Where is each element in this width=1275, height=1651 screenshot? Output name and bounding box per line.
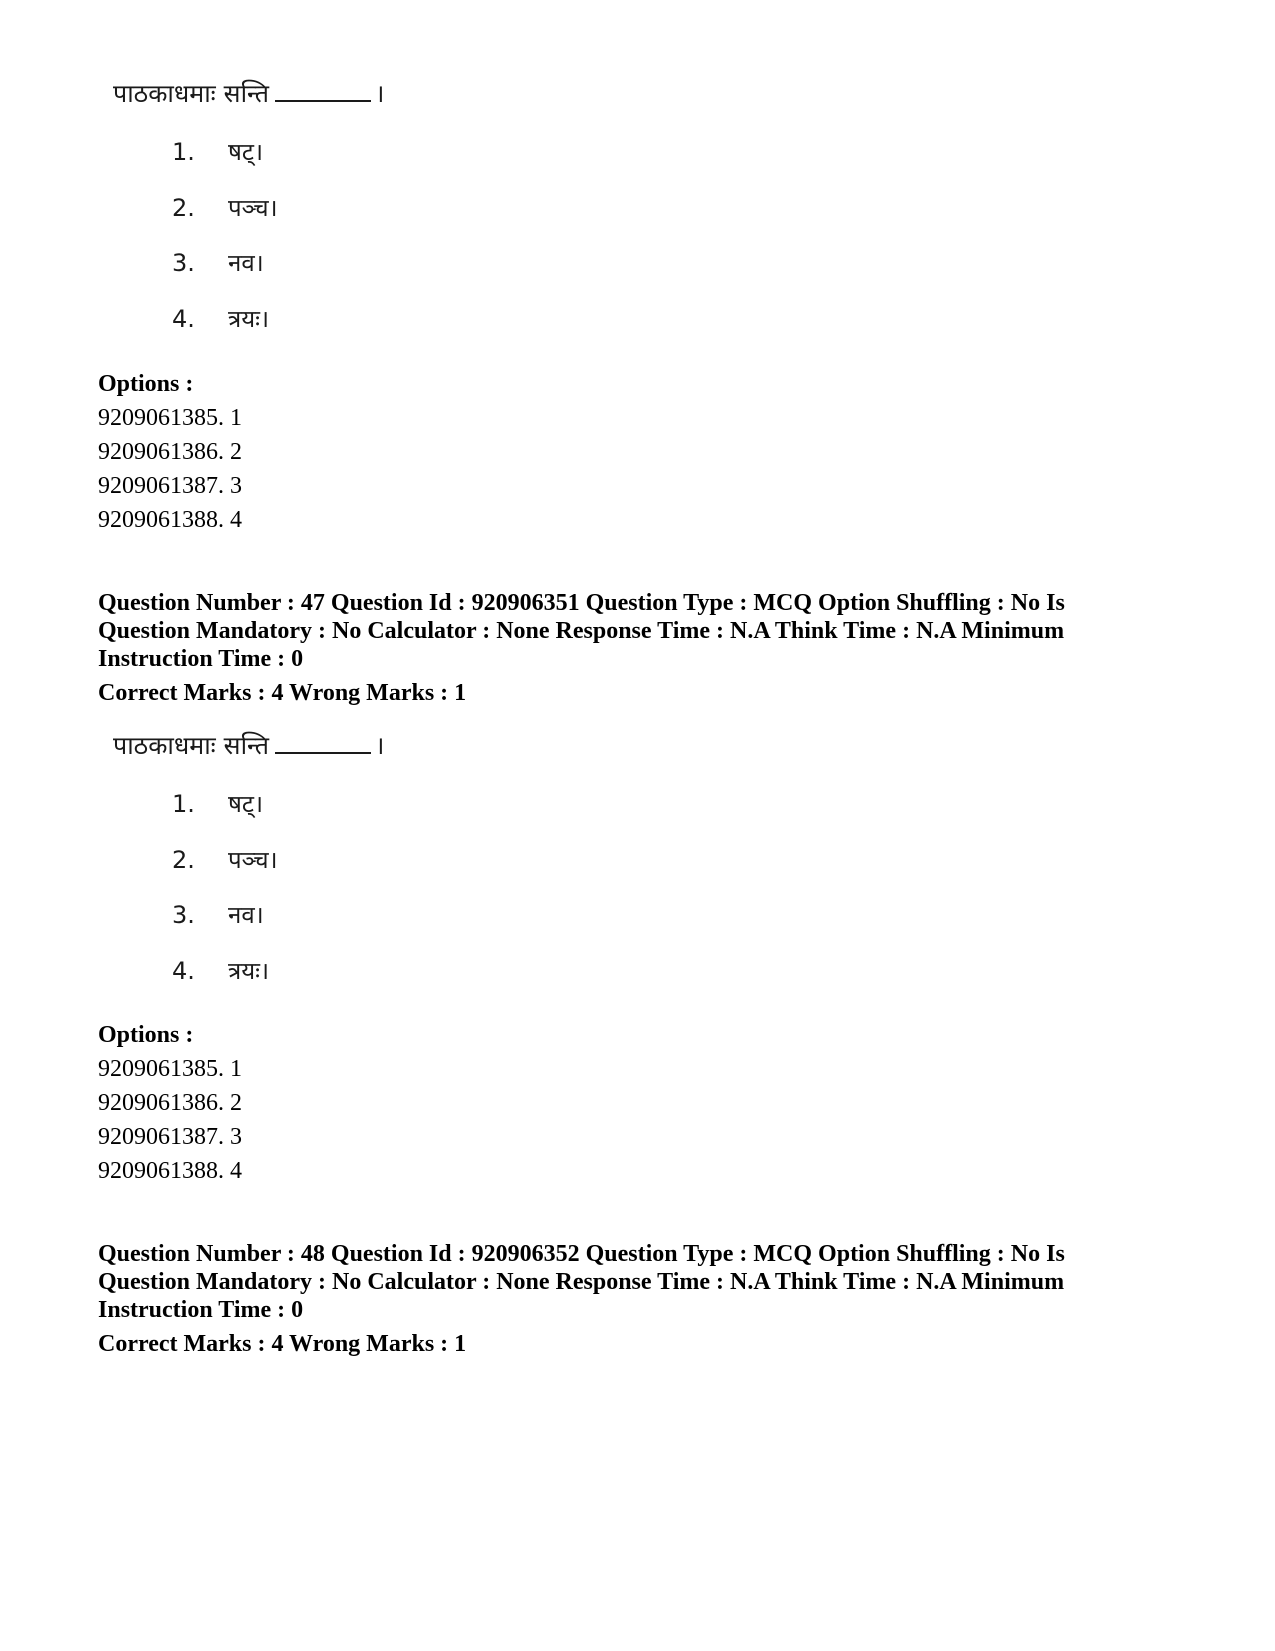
question-meta-line: Question Mandatory : No Calculator : None Response Time : N.A Think Time : N.A Minimum [98,1269,1065,1295]
option-row: 9209061386. 2 [98,1090,242,1116]
marks-line: Correct Marks : 4 Wrong Marks : 1 [98,1331,467,1357]
choice-item [172,787,263,820]
choice-item [172,898,264,931]
question-image [100,728,440,1018]
choice-text: नव। [228,901,264,929]
question-image [100,76,440,366]
answer-blank [275,78,371,102]
options-label: Options : [98,1022,194,1048]
option-row: 9209061385. 1 [98,1056,242,1082]
option-row: 9209061387. 3 [98,1124,242,1150]
choice-item [172,954,269,987]
option-row: 9209061388. 4 [98,1158,242,1184]
question-header [98,1240,1108,1324]
question-meta-line: Instruction Time : 0 [98,646,304,672]
stem-text: पाठकाधमाः सन्ति [113,731,269,760]
choice-number: 2. [172,194,195,222]
question-meta-line: Question Mandatory : No Calculator : None Response Time : N.A Think Time : N.A Minimum [98,618,1065,644]
choice-text: षट्। [228,138,264,166]
choice-number: 2. [172,846,195,874]
choice-text: पञ्च। [228,846,278,874]
question-meta-line: Question Number : 47 Question Id : 920906351 Question Type : MCQ Option Shuffling : No Is [98,590,1065,616]
marks-line: Correct Marks : 4 Wrong Marks : 1 [98,680,467,706]
choice-text: नव। [228,249,264,277]
question-header [98,589,1108,673]
choice-text: त्रयः। [228,305,270,333]
choice-item [172,302,269,335]
choice-number: 3. [172,249,195,277]
stem-text: पाठकाधमाः सन्ति [113,79,269,108]
choice-item [172,246,264,279]
choice-number: 1. [172,790,195,818]
option-row: 9209061387. 3 [98,473,242,499]
choice-item [172,191,278,224]
question-meta-line: Question Number : 48 Question Id : 920906352 Question Type : MCQ Option Shuffling : No Is [98,1241,1065,1267]
choice-number: 4. [172,957,195,985]
answer-blank [275,730,371,754]
choice-text: त्रयः। [228,957,270,985]
question-meta-line: Instruction Time : 0 [98,1297,304,1323]
choice-text: षट्। [228,790,264,818]
option-row: 9209061388. 4 [98,507,242,533]
choice-item [172,843,278,876]
question-stem [113,728,384,762]
choice-text: पञ्च। [228,194,278,222]
stem-danda: । [375,79,385,108]
choice-number: 1. [172,138,195,166]
options-label: Options : [98,371,194,397]
question-stem [113,76,384,110]
choice-item [172,135,263,168]
stem-danda: । [375,731,385,760]
choice-number: 4. [172,305,195,333]
option-row: 9209061385. 1 [98,405,242,431]
option-row: 9209061386. 2 [98,439,242,465]
choice-number: 3. [172,901,195,929]
